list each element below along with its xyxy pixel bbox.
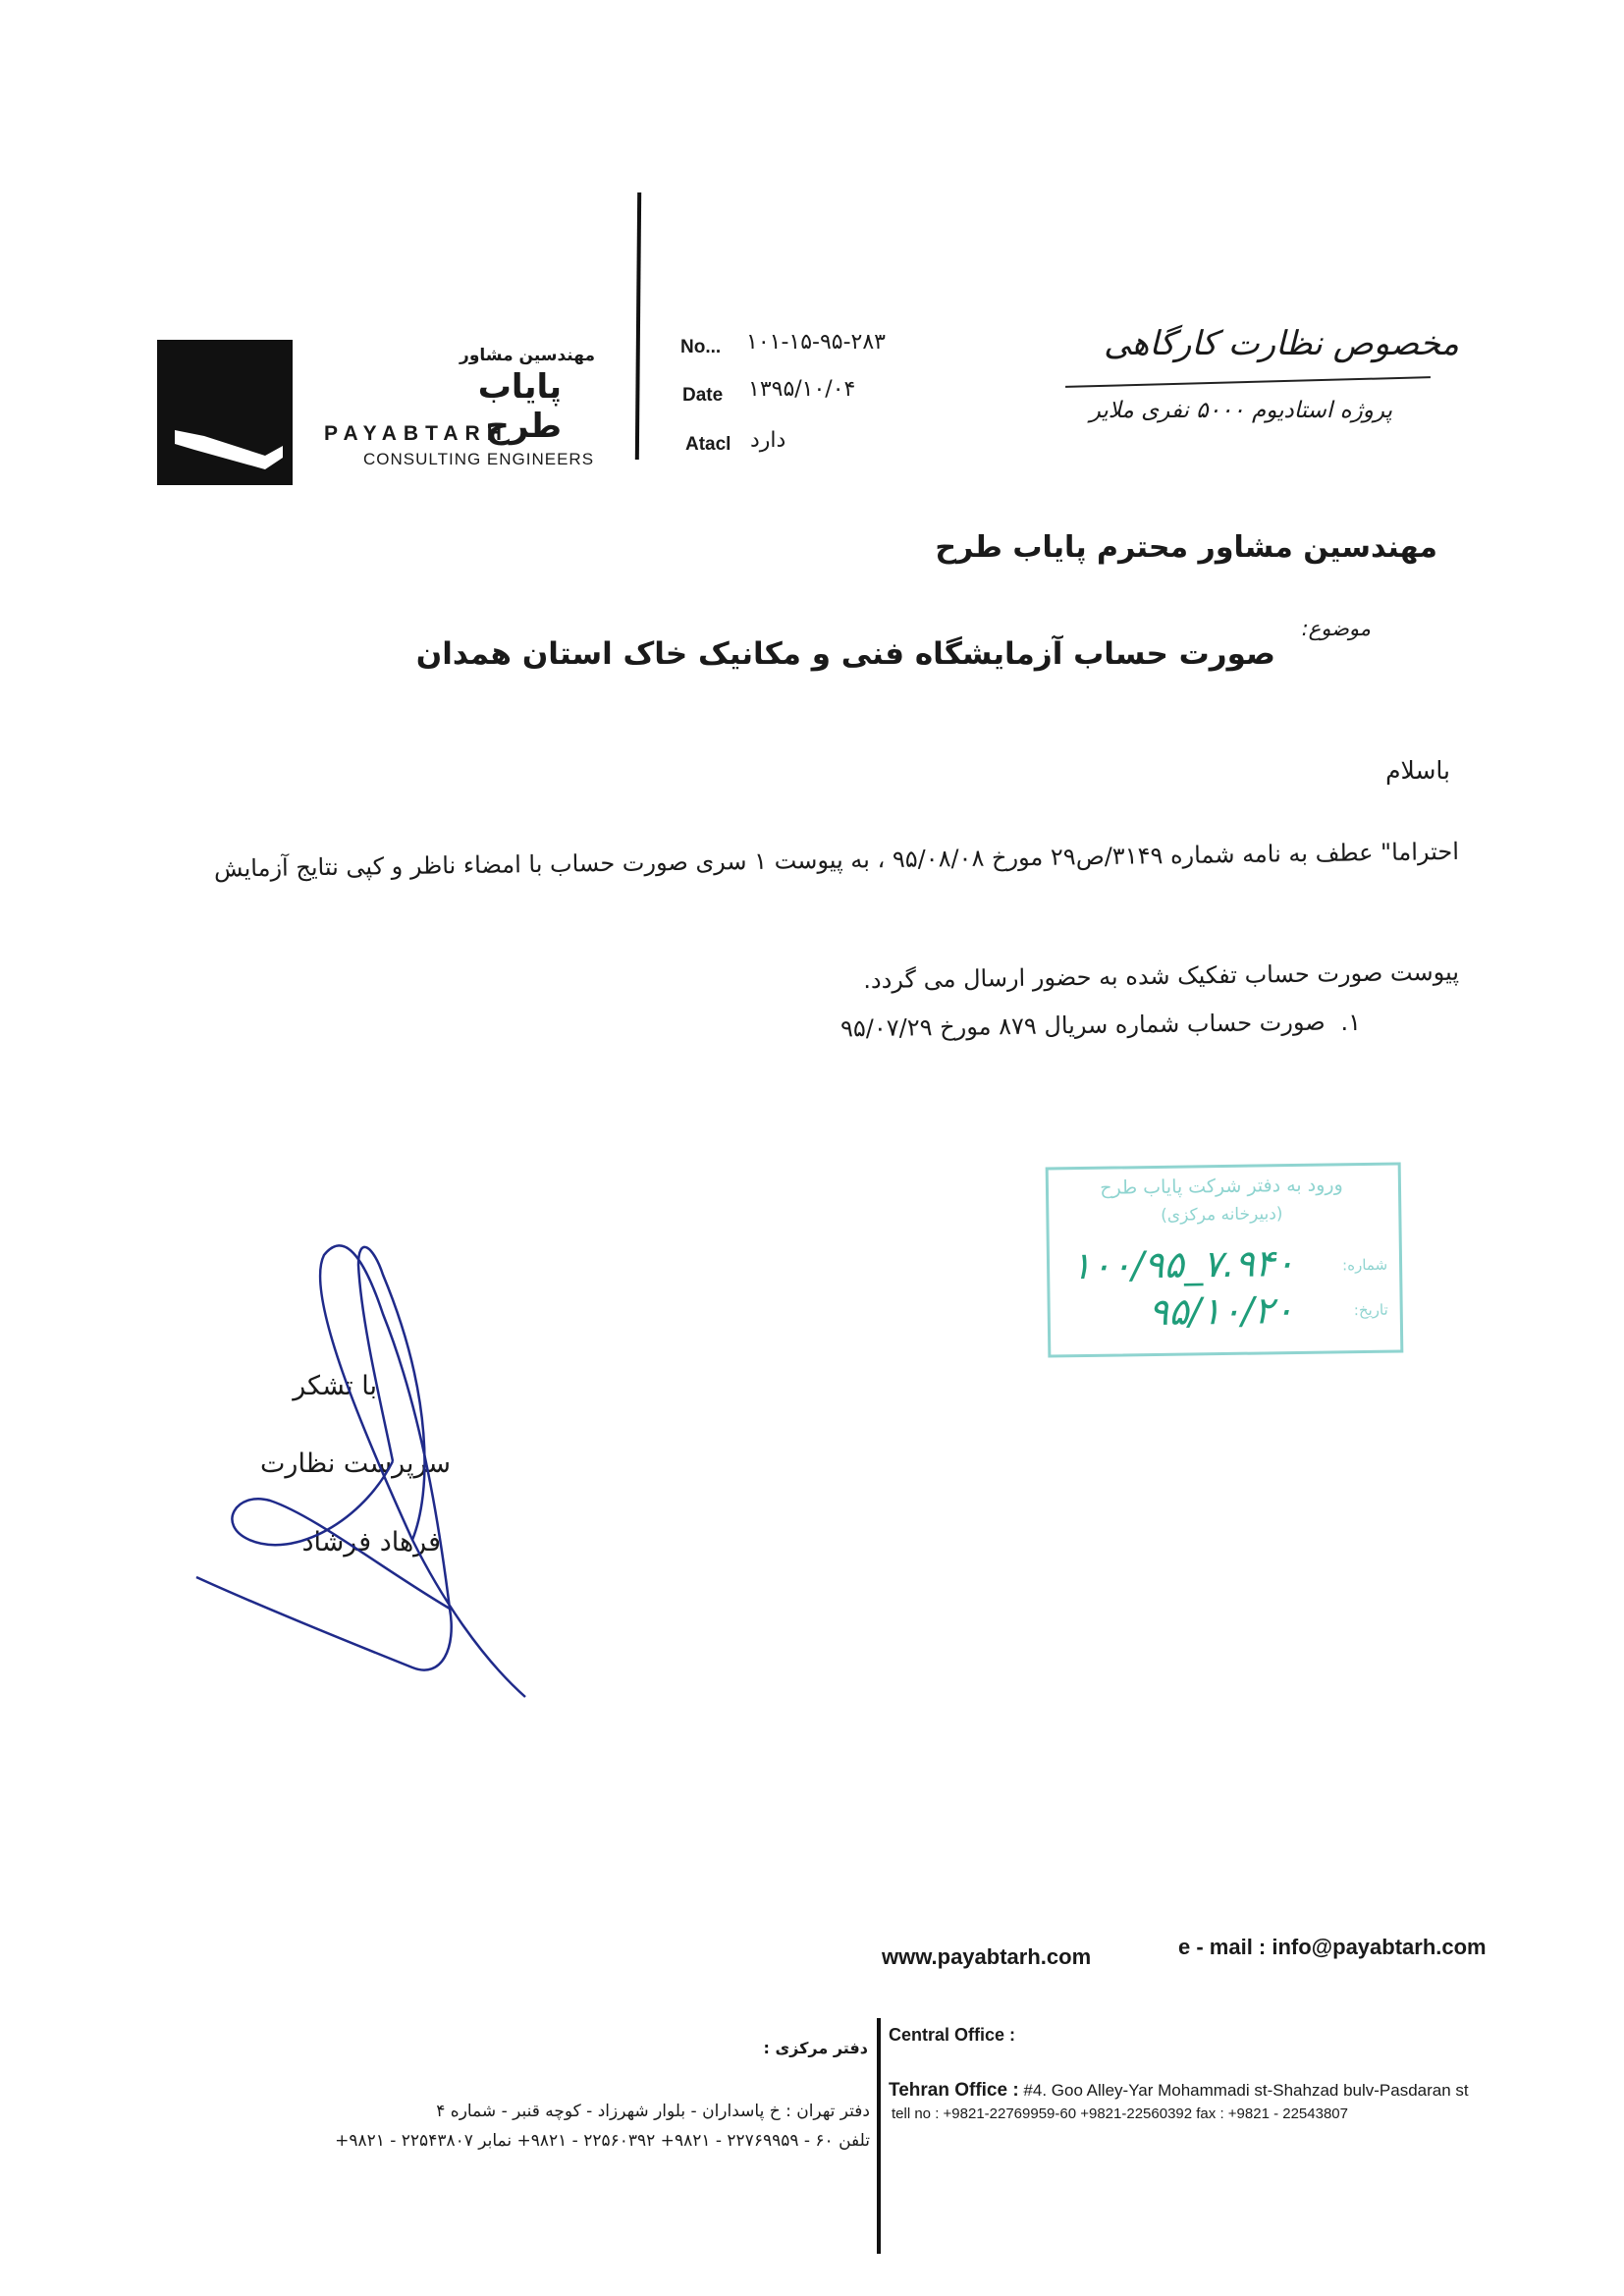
body-paragraph-2: پیوست صورت حساب تفکیک شده به حضور ارسال می گردد. [863,957,1460,995]
letter-number-value: ۱۰۱-۱۵-۹۵-۲۸۳ [746,330,886,355]
signatory-name: فرهاد فرشاد [301,1527,441,1558]
signatory-title: سرپرست نظارت [260,1449,451,1479]
office-phones-fa: تلفن ۶۰ - ۲۲۷۶۹۹۵۹ - ۹۸۲۱+ ۲۲۵۶۰۳۹۲ - ۹۸۲۱+ نمابر ۲۲۵۴۳۸۰۷ - ۹۸۲۱+ [335,2131,870,2151]
email-link[interactable]: e - mail : info@payabtarh.com [1178,1935,1487,1959]
body-paragraph-1: احتراما" عطف به نامه شماره ۳۱۴۹/ص۲۹ مورخ ۹۵/۰۸/۰۸ ، به پیوست ۱ سری صورت حساب با امضاء ناظر و کپی نتایج آزمایش [213,837,1460,883]
heading-underline [1065,376,1431,388]
attachment-label: Atacl [685,434,731,455]
confidential-heading: مخصوص نظارت کارگاهی [1104,324,1459,363]
firm-name-fa-prefix: مهندسین مشاور [460,346,595,365]
office-phones-en: tell no : +9821-22769959-60 +9821-22560392 fax : +9821 - 22543807 [892,2105,1348,2122]
firm-name-en: PAYABTARH [324,422,509,445]
stamp-handwritten-number: ۱۰۰/۹۵_۷.۹۴۰ [1070,1241,1295,1288]
subject: صورت حساب آزمایشگاه فنی و مکانیک خاک استان همدان [415,636,1275,672]
attachment-value: دارد [750,428,786,453]
greeting: باسلام [1385,756,1450,785]
tehran-office-label: Tehran Office : [889,2080,1019,2101]
stamp-date-label: تاریخ: [1353,1300,1388,1320]
tehran-office-address: #4. Goo Alley-Yar Mohammadi st-Shahzad bulv-Pasdaran st [1023,2081,1469,2100]
stamp-handwritten-date: ۹۵/۱۰/۲۰ [1148,1288,1295,1335]
company-logo [157,340,293,485]
handwritten-signature [187,1235,560,1726]
addressee: مهندسین مشاور محترم پایاب طرح [935,530,1437,565]
website-link[interactable]: www.payabtarh.com [882,1944,1092,1969]
letter-date-label: Date [682,385,724,406]
closing-thanks: با تشکر [293,1371,377,1401]
subject-label: موضوع: [1301,617,1371,640]
firm-name-fa: پایاب طرح [477,367,562,446]
project-name: پروژه استادیوم ۵۰۰۰ نفری ملایر [1089,398,1392,423]
stamp-subtitle: (دبیرخانه مرکزی) [1161,1204,1283,1226]
header-divider [635,192,641,460]
letter-number-label: No... [680,337,722,357]
stamp-number-label: شماره: [1341,1255,1388,1275]
central-office-label-fa: دفتر مرکزی : [763,2039,868,2057]
tehran-office-en [889,2080,1469,2102]
list-item: صورت حساب شماره سریال ۸۷۹ مورخ ۹۵/۰۷/۲۹ [840,1008,1326,1043]
letter-date-value: ۱۳۹۵/۱۰/۰۴ [748,377,856,402]
list-item-number: ۱. [1340,1009,1361,1036]
stamp-title: ورود به دفتر شرکت پایاب طرح [1100,1174,1343,1199]
office-address-fa: دفتر تهران : خ پاسداران - بلوار شهرزاد - کوچه قنبر - شماره ۴ [436,2102,870,2121]
footer-divider [877,2018,881,2254]
received-stamp [1046,1162,1404,1357]
firm-subtitle-en: CONSULTING ENGINEERS [363,450,595,468]
central-office-label-en: Central Office : [889,2025,1016,2045]
